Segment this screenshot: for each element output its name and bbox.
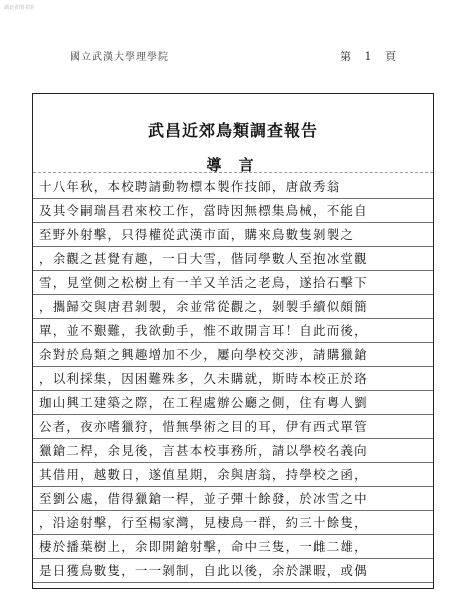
manuscript-frame: [32, 93, 434, 589]
body-line: 棲於播葉樹上，余即開鎗射擊，命中三隻，一雌二雄，: [39, 539, 368, 554]
body-line: 至劉公處，借得獵鎗一桿，並子彈十餘發，於冰雪之中: [39, 491, 368, 506]
ruled-line: [33, 342, 433, 343]
section-heading: 導 言: [206, 156, 260, 174]
body-line: 其借用，越數日，遂值星期，余與唐翁，持學校之函，: [39, 467, 368, 482]
body-line: ，沿途射擊，行至楊家灣，見棲鳥一群，約三十餘隻，: [39, 515, 368, 530]
body-line: ，以利採集，因困難殊多，久未購就，斯時本校正於珞: [39, 371, 368, 386]
ruled-line: [33, 366, 433, 367]
body-line: 十八年秋，本校聘請動物標本製作技師，唐啟秀翁: [39, 179, 341, 194]
body-line: ，余觀之甚覺有趣，一日大雪，偕同學數人至抱冰堂觀: [39, 251, 368, 266]
ruled-line: [33, 462, 433, 463]
page-number-label: [340, 48, 396, 64]
page-label-left: 第: [340, 50, 351, 63]
ruled-line: [33, 582, 433, 583]
page-number: 1: [364, 50, 372, 63]
page-label-right: 頁: [385, 50, 396, 63]
body-line: 是日獲鳥數隻，一一剝制，自此以後，余於課暇，或偶: [39, 563, 368, 578]
ruled-line: [33, 486, 433, 487]
ruled-line: [33, 558, 433, 559]
body-line: 獵鎗二桿，余見後，言甚本校事務所，請以學校名義向: [39, 443, 368, 458]
ruled-line: [33, 414, 433, 415]
ruled-line: [33, 246, 433, 247]
body-line: 雪，見堂側之松樹上有一羊又羊活之老鳥，遂拾石擊下: [39, 275, 368, 290]
watermark-text: 湖北省图书馆: [4, 5, 35, 11]
ruled-line: [33, 534, 433, 535]
ruled-line: [33, 222, 433, 223]
ruled-line: [33, 198, 433, 199]
body-line: 公者，夜亦嗜獵狩，惜無學術之目的耳，伊有西式單管: [39, 419, 368, 434]
body-line: 珈山興工建築之際，在工程處辦公廳之側，住有粵人劉: [39, 395, 368, 410]
ruled-line: [33, 438, 433, 439]
ruled-line: [33, 270, 433, 271]
ruled-line: [33, 318, 433, 319]
body-line: 余對於鳥類之興趣增加不少，屢向學校交涉，請購獵鎗: [39, 347, 368, 362]
body-line: ，攜歸交與唐君剝製，余並常從觀之，剝製手續似頗簡: [39, 299, 368, 314]
ruled-line: [33, 390, 433, 391]
ruled-line: [33, 294, 433, 295]
ruled-line: [33, 510, 433, 511]
body-line: 及其令嗣瑞昌君來校工作，當時因無標集鳥械，不能自: [39, 203, 368, 218]
document-title: 武昌近郊鳥類調查報告: [147, 121, 318, 140]
body-line: 至野外射擊，只得權從武漢市面，購來鳥數隻剝製之: [39, 227, 355, 242]
institution-stamp: 國立武漢大學理學院: [70, 52, 169, 63]
body-line: 單，並不艱難，我欲動手，惟不敢開言耳！自此而後，: [39, 323, 368, 338]
